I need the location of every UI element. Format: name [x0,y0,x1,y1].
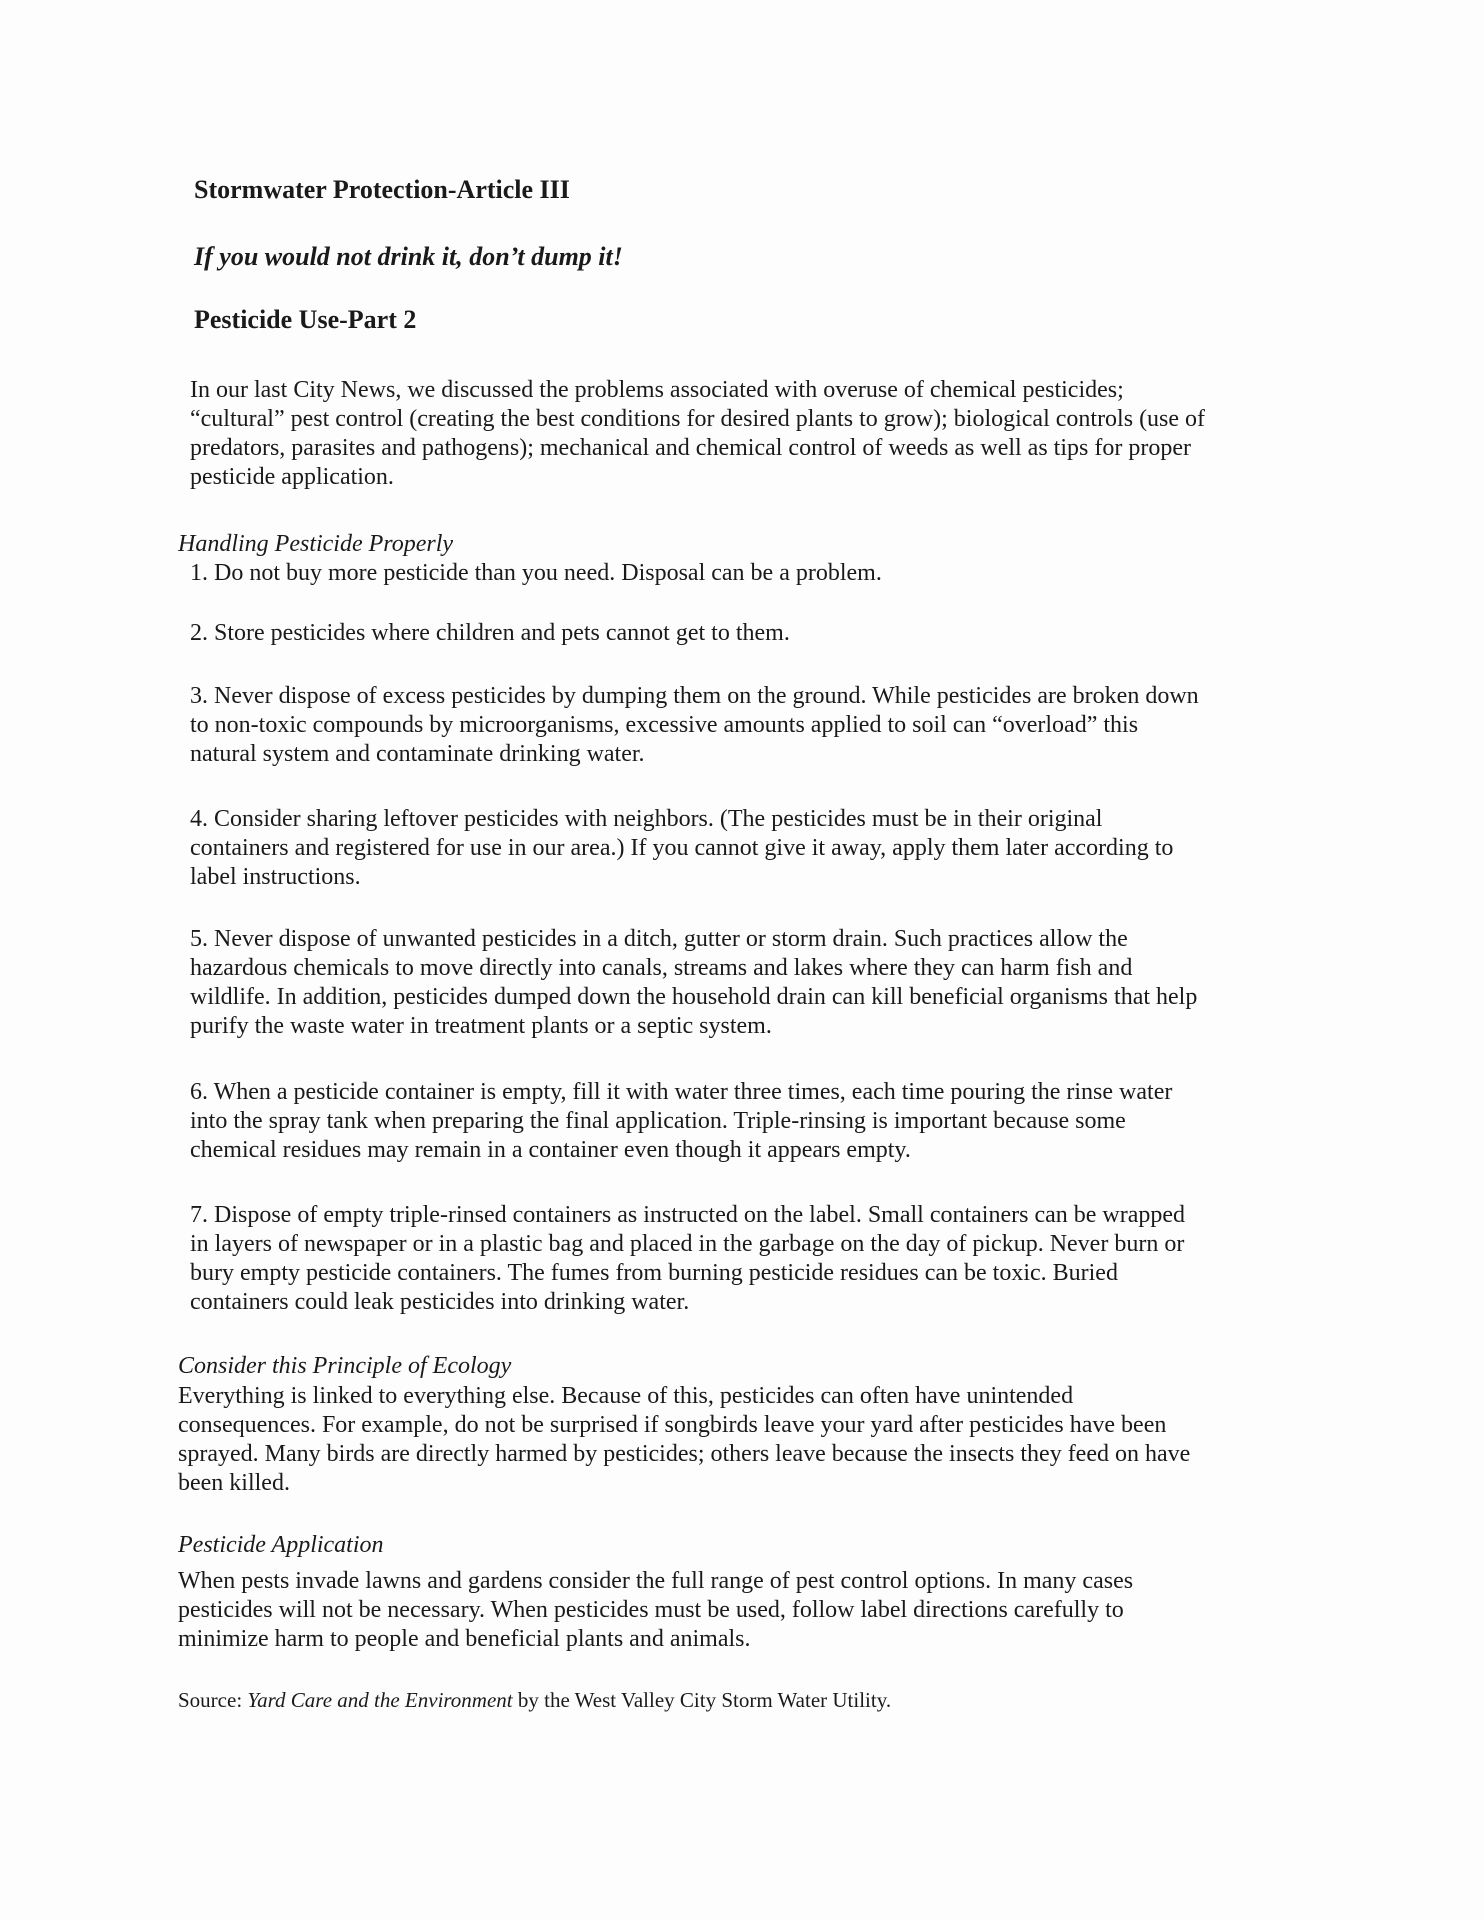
text-line: natural system and contaminate drinking water. [190,741,645,767]
handling-heading: Handling Pesticide Properly [178,531,454,557]
text-line: 5. Never dispose of unwanted pesticides in a ditch, gutter or storm drain. Such practices allow the [190,926,1128,952]
list-item-4 [190,805,1340,892]
text-line: been killed. [178,1470,290,1496]
text-line: 3. Never dispose of excess pesticides by dumping them on the ground. While pesticides are broken down [190,683,1199,709]
text-line: 2. Store pesticides where children and pets cannot get to them. [190,620,790,646]
text-line: in layers of newspaper or in a plastic bag and placed in the garbage on the day of pickup. Never burn or [190,1231,1185,1257]
text-line: 7. Dispose of empty triple-rinsed containers as instructed on the label. Small containers can be wrapped [190,1202,1186,1228]
text-line: bury empty pesticide containers. The fumes from burning pesticide residues can be toxic. Buried [190,1260,1118,1286]
source-prefix: Source: [178,1688,248,1712]
list-item-3 [190,682,1340,769]
article-title: Stormwater Protection-Article III [194,175,570,204]
list-item-6 [190,1078,1340,1165]
section-heading: Pesticide Use-Part 2 [194,305,417,334]
text-line: consequences. For example, do not be surprised if songbirds leave your yard after pesticides have been [178,1412,1167,1438]
text-line: containers and registered for use in our area.) If you cannot give it away, apply them later according to [190,835,1174,861]
list-item-5 [190,925,1340,1041]
application-heading: Pesticide Application [178,1532,384,1558]
text-line: wildlife. In addition, pesticides dumped down the household drain can kill beneficial organisms that help [190,984,1198,1010]
source-title: Yard Care and the Environment [247,1688,513,1712]
text-line: hazardous chemicals to move directly into canals, streams and lakes where they can harm fish and [190,955,1133,981]
text-line: purify the waste water in treatment plants or a septic system. [190,1013,772,1039]
text-line: In our last City News, we discussed the problems associated with overuse of chemical pesticides; [190,377,1124,403]
text-line: pesticides will not be necessary. When pesticides must be used, follow label directions carefully to [178,1597,1124,1623]
text-line: 1. Do not buy more pesticide than you need. Disposal can be a problem. [190,560,882,586]
text-line: “cultural” pest control (creating the best conditions for desired plants to grow); biological controls (use of [190,406,1206,432]
ecology-heading: Consider this Principle of Ecology [178,1353,512,1379]
text-line: pesticide application. [190,464,394,490]
list-item-7 [190,1201,1340,1317]
text-line: containers could leak pesticides into drinking water. [190,1289,690,1315]
slogan: If you would not drink it, don’t dump it! [194,242,623,271]
text-line: minimize harm to people and beneficial plants and animals. [178,1626,751,1652]
text-line: When pests invade lawns and gardens consider the full range of pest control options. In many cases [178,1568,1134,1594]
source-suffix: by the West Valley City Storm Water Utility. [512,1688,892,1712]
list-item-1 [190,559,1340,588]
list-item-2 [190,619,1340,648]
intro-paragraph [190,376,1340,492]
source-citation [178,1686,1328,1715]
text-line: chemical residues may remain in a container even though it appears empty. [190,1137,911,1163]
text-line: sprayed. Many birds are directly harmed by pesticides; others leave because the insects they feed on have [178,1441,1191,1467]
text-line: label instructions. [190,864,361,890]
text-line: 4. Consider sharing leftover pesticides with neighbors. (The pesticides must be in their original [190,806,1103,832]
text-line: 6. When a pesticide container is empty, fill it with water three times, each time pouring the rinse water [190,1079,1173,1105]
text-line: predators, parasites and pathogens); mechanical and chemical control of weeds as well as tips for proper [190,435,1191,461]
application-paragraph [178,1567,1328,1654]
text-line: to non-toxic compounds by microorganisms, excessive amounts applied to soil can “overload” this [190,712,1139,738]
ecology-paragraph [178,1382,1328,1498]
text-line: into the spray tank when preparing the final application. Triple-rinsing is important because some [190,1108,1126,1134]
text-line: Everything is linked to everything else. Because of this, pesticides can often have unintended [178,1383,1074,1409]
